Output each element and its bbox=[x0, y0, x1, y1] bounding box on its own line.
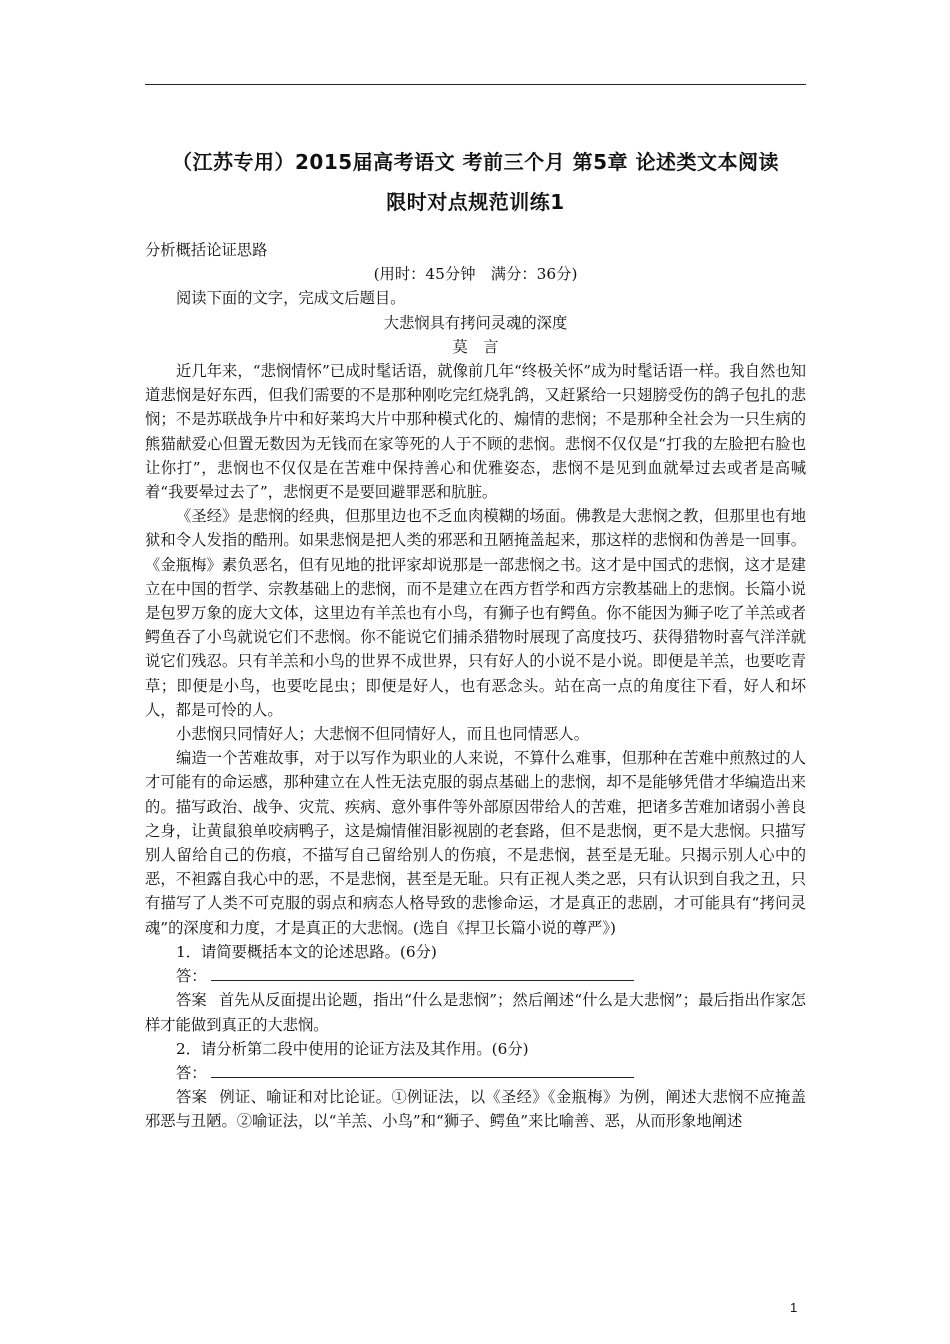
answer-row bbox=[145, 964, 806, 988]
answer-key bbox=[145, 1085, 806, 1133]
article-paragraph: 小悲悯只同情好人；大悲悯不但同情好人，而且也同情恶人。 bbox=[176, 725, 590, 744]
time-score-meta: (用时：45分钟 满分：36分) bbox=[373, 265, 578, 284]
answer-key-text: 首先从反面提出论题，指出“什么是悲悯”；然后阐述“什么是大悲悯”；最后指出作家怎样才能做到真正的大悲悯。 bbox=[145, 991, 806, 1034]
header-rule bbox=[145, 84, 806, 85]
section-heading: 分析概括论证思路 bbox=[145, 241, 268, 259]
answer-blank-line bbox=[211, 965, 634, 981]
article-paragraph: 编造一个苦难故事，对于以写作为职业的人来说，不算什么难事，但那种在苦难中煎熬过的人才可能有的命运感，那种建立在人性无法克服的弱点基础上的悲悯，却不是能够凭借才华编造出来的。描写政治、战争、灾荒、疾病、意外事件等外部原因带给人的苦难，把诸多苦难加诸弱小善良之身，让黄鼠狼单咬病鸭子，这是煽情催泪影视剧的老套路，但不是悲悯，更不是大悲悯。只描写别人留给自己的伤痕，不描写自己留给别人的伤痕，不是悲悯，甚至是无耻。只揭示别人心中的恶，不袒露自我心中的恶，不是悲悯，甚至是无耻。只有正视人类之恶，只有认识到自我之丑，只有描写了人类不可克服的弱点和病态人格导致的悲惨命运，才是真正的悲剧，才可能具有“拷问灵魂”的深度和力度，才是真正的大悲悯。(选自《捍卫长篇小说的尊严》) bbox=[145, 749, 806, 937]
answer-blank-line bbox=[211, 1062, 634, 1078]
answer-key-label: 答案 bbox=[176, 1088, 208, 1107]
answer-key-text: 例证、喻证和对比论证。①例证法，以《圣经》《金瓶梅》为例，阐述大悲悯不应掩盖邪恶与丑陋。②喻证法，以“羊羔、小鸟”和“狮子、鳄鱼”来比喻善、恶，从而形象地阐述 bbox=[145, 1088, 806, 1131]
answer-key-label: 答案 bbox=[176, 991, 207, 1010]
article-paragraph: 《圣经》是悲悯的经典，但那里边也不乏血肉模糊的场面。佛教是大悲悯之教，但那里也有地狱和令人发指的酷刑。如果悲悯是把人类的邪恶和丑陋掩盖起来，那这样的悲悯和伪善是一回事。《金瓶梅》素负恶名，但有见地的批评家却说那是一部悲悯之书。这才是中国式的悲悯，这才是建立在中国的哲学、宗教基础上的悲悯，而不是建立在西方哲学和西方宗教基础上的悲悯。长篇小说是包罗万象的庞大文体，这里边有羊羔也有小鸟，有狮子也有鳄鱼。你不能因为狮子吃了羊羔或者鳄鱼吞了小鸟就说它们不悲悯。你不能说它们捕杀猎物时展现了高度技巧、获得猎物时喜气洋洋就说它们残忍。只有羊羔和小鸟的世界不成世界，只有好人的小说不是小说。即便是羊羔，也要吃青草；即便是小鸟，也要吃昆虫；即便是好人，也有恶念头。站在高一点的角度往下看，好人和坏人，都是可怜的人。 bbox=[145, 507, 806, 719]
document-title-line2: 限时对点规范训练1 bbox=[386, 190, 565, 214]
answer-label: 答： bbox=[176, 1063, 207, 1082]
question-prompt: 2．请分析第二段中使用的论证方法及其作用。(6分) bbox=[176, 1039, 529, 1058]
answer-row bbox=[145, 1061, 806, 1085]
document-title-line1: （江苏专用）2015届高考语文 考前三个月 第5章 论述类文本阅读 bbox=[172, 150, 779, 174]
answer-label: 答： bbox=[176, 967, 207, 986]
question-prompt: 1．请简要概括本文的论述思路。(6分) bbox=[176, 942, 437, 961]
document-body bbox=[145, 238, 806, 1134]
instruction: 阅读下面的文字，完成文后题目。 bbox=[176, 289, 406, 308]
article-title: 大悲悯具有拷问灵魂的深度 bbox=[383, 313, 568, 332]
article-author: 莫 言 bbox=[452, 337, 499, 356]
article-paragraph: 近几年来，“悲悯情怀”已成时髦话语，就像前几年“终极关怀”成为时髦话语一样。我自然也知道悲悯是好东西，但我们需要的不是那种刚吃完红烧乳鸽，又赶紧给一只翅膀受伤的鸽子包扎的悲悯；不是苏联战争片中和好莱坞大片中那种模式化的、煽情的悲悯；不是那种全社会为一只生病的熊猫献爱心但置无数因为无钱而在家等死的人于不顾的悲悯。悲悯不仅仅是“打我的左脸把右脸也让你打”，悲悯也不仅仅是在苦难中保持善心和优雅姿态，悲悯不是见到血就晕过去或者是高喊着“我要晕过去了”，悲悯更不是要回避罪恶和肮脏。 bbox=[145, 362, 806, 502]
page-number: 1 bbox=[790, 1300, 798, 1315]
answer-key bbox=[145, 988, 806, 1036]
